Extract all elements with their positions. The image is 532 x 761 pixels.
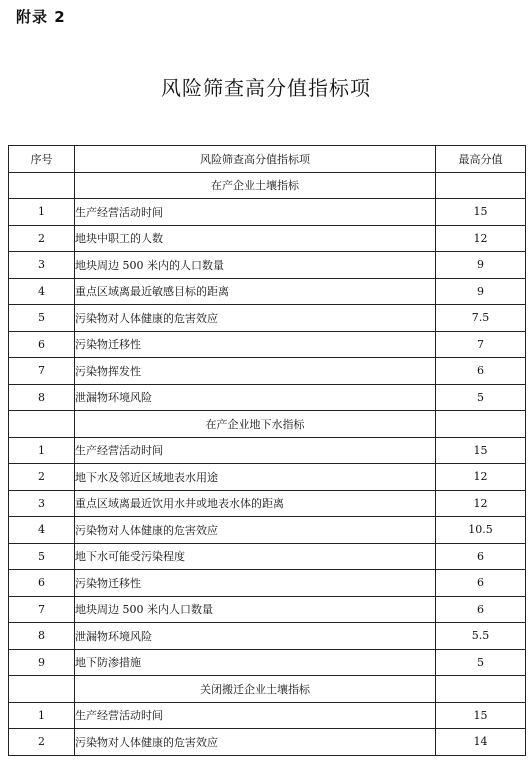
row-indicator: 重点区域离最近敏感目标的距离 — [75, 278, 436, 305]
row-index: 5 — [9, 543, 75, 570]
row-score: 5.5 — [436, 623, 526, 650]
table-row — [9, 252, 526, 279]
row-indicator: 地块中职工的人数 — [75, 225, 436, 252]
row-score: 5 — [436, 384, 526, 411]
row-score: 6 — [436, 543, 526, 570]
section-heading: 关闭搬迁企业土壤指标 — [75, 676, 436, 703]
row-score: 15 — [436, 437, 526, 464]
row-indicator: 生产经营活动时间 — [75, 702, 436, 729]
row-index: 1 — [9, 199, 75, 226]
row-score: 12 — [436, 490, 526, 517]
row-index: 1 — [9, 437, 75, 464]
row-score: 9 — [436, 252, 526, 279]
table-row — [9, 543, 526, 570]
row-index: 5 — [9, 305, 75, 332]
table-row — [9, 305, 526, 332]
row-indicator: 泄漏物环境风险 — [75, 623, 436, 650]
section-index-cell — [9, 172, 75, 199]
row-score: 12 — [436, 225, 526, 252]
page-title: 风险筛查高分值指标项 — [161, 76, 371, 100]
table-row — [9, 199, 526, 226]
row-indicator: 地下水及邻近区域地表水用途 — [75, 464, 436, 491]
table-row — [9, 225, 526, 252]
row-index: 2 — [9, 729, 75, 756]
row-score: 6 — [436, 358, 526, 385]
row-index: 3 — [9, 252, 75, 279]
row-index: 2 — [9, 464, 75, 491]
row-indicator: 重点区域离最近饮用水井或地表水体的距离 — [75, 490, 436, 517]
indicator-table — [8, 145, 526, 756]
table-row — [9, 437, 526, 464]
row-index: 7 — [9, 596, 75, 623]
table-row — [9, 464, 526, 491]
table-row — [9, 649, 526, 676]
section-index-cell — [9, 676, 75, 703]
row-index: 4 — [9, 517, 75, 544]
table-row — [9, 384, 526, 411]
header-item: 风险筛查高分值指标项 — [75, 146, 436, 173]
row-score: 9 — [436, 278, 526, 305]
row-score: 14 — [436, 729, 526, 756]
table-body — [9, 172, 526, 755]
row-index: 6 — [9, 570, 75, 597]
table-row — [9, 517, 526, 544]
row-indicator: 地块周边 500 米内人口数量 — [75, 596, 436, 623]
table-row — [9, 358, 526, 385]
table-row — [9, 331, 526, 358]
row-indicator: 污染物对人体健康的危害效应 — [75, 517, 436, 544]
row-indicator: 污染物对人体健康的危害效应 — [75, 305, 436, 332]
row-index: 6 — [9, 331, 75, 358]
section-score-cell — [436, 676, 526, 703]
row-indicator: 污染物挥发性 — [75, 358, 436, 385]
row-indicator: 地下防渗措施 — [75, 649, 436, 676]
row-index: 2 — [9, 225, 75, 252]
row-indicator: 污染物对人体健康的危害效应 — [75, 729, 436, 756]
header-max-score: 最高分值 — [436, 146, 526, 173]
row-index: 1 — [9, 702, 75, 729]
table-row — [9, 729, 526, 756]
row-indicator: 地块周边 500 米内的人口数量 — [75, 252, 436, 279]
appendix-label: 附录 2 — [16, 8, 66, 26]
section-heading-row — [9, 411, 526, 438]
section-heading-row — [9, 172, 526, 199]
table-row — [9, 702, 526, 729]
row-index: 7 — [9, 358, 75, 385]
row-score: 6 — [436, 596, 526, 623]
row-indicator: 生产经营活动时间 — [75, 437, 436, 464]
section-heading: 在产企业地下水指标 — [75, 411, 436, 438]
row-indicator: 生产经营活动时间 — [75, 199, 436, 226]
section-score-cell — [436, 172, 526, 199]
table-row — [9, 490, 526, 517]
header-index: 序号 — [9, 146, 75, 173]
row-score: 12 — [436, 464, 526, 491]
row-score: 15 — [436, 702, 526, 729]
row-indicator: 污染物迁移性 — [75, 331, 436, 358]
section-heading-row — [9, 676, 526, 703]
section-index-cell — [9, 411, 75, 438]
row-indicator: 泄漏物环境风险 — [75, 384, 436, 411]
row-score: 5 — [436, 649, 526, 676]
row-score: 6 — [436, 570, 526, 597]
table-row — [9, 596, 526, 623]
table-row — [9, 570, 526, 597]
row-score: 10.5 — [436, 517, 526, 544]
row-indicator: 污染物迁移性 — [75, 570, 436, 597]
row-index: 8 — [9, 623, 75, 650]
row-indicator: 地下水可能受污染程度 — [75, 543, 436, 570]
row-score: 15 — [436, 199, 526, 226]
row-index: 8 — [9, 384, 75, 411]
row-index: 4 — [9, 278, 75, 305]
row-index: 9 — [9, 649, 75, 676]
row-score: 7 — [436, 331, 526, 358]
table-row — [9, 623, 526, 650]
table-row — [9, 278, 526, 305]
row-index: 3 — [9, 490, 75, 517]
section-heading: 在产企业土壤指标 — [75, 172, 436, 199]
table-header-row — [9, 146, 526, 173]
section-score-cell — [436, 411, 526, 438]
row-score: 7.5 — [436, 305, 526, 332]
